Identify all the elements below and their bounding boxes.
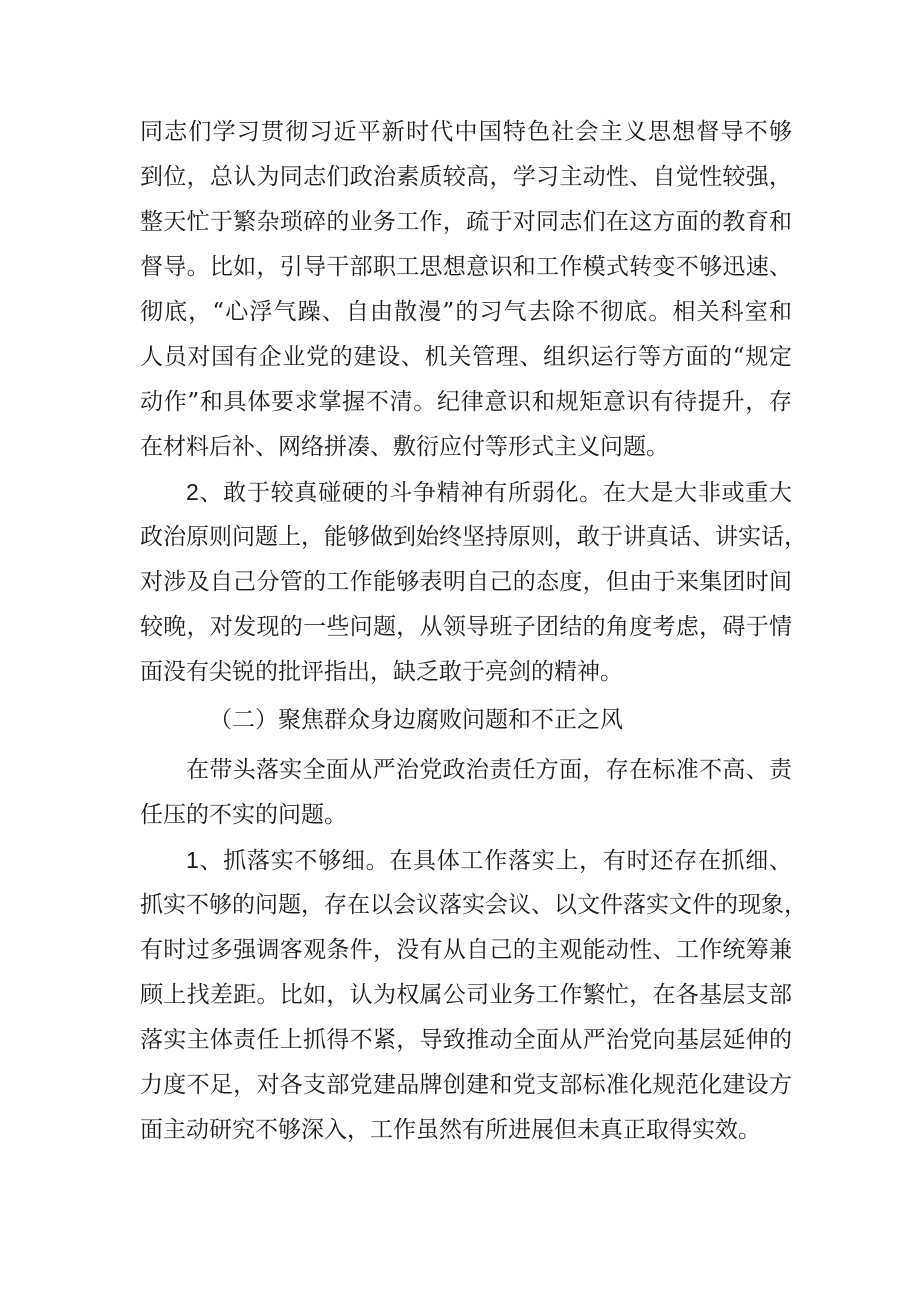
paragraph-4-first-text: 、抓落实不够细。在具体工作落实上，有时还存在抓细、 xyxy=(198,848,792,874)
paragraph-4-line-2: 抓实不够的问题，存在以会议落实会议、以文件落实文件的现象， xyxy=(140,892,807,918)
paragraph-4-line-6: 力度不足，对各支部党建品牌创建和党支部标准化规范化建设方 xyxy=(140,1072,792,1098)
paragraph-2-line-3: 对涉及自己分管的工作能够表明自己的态度，但由于来集团时间 xyxy=(140,569,792,595)
paragraph-1-line-8: 在材料后补、网络拼凑、敷衍应付等形式主义问题。 xyxy=(140,434,669,460)
paragraph-1-line-6: 人员对国有企业党的建设、机关管理、组织运行等方面的“规定 xyxy=(140,344,792,370)
paragraph-2-line-2: 政治原则问题上，能够做到始终坚持原则，敢于讲真话、讲实话， xyxy=(140,524,807,550)
paragraph-4-number: 1 xyxy=(186,847,199,873)
paragraph-1-line-7: 动作”和具体要求掌握不清。纪律意识和规矩意识有待提升，存 xyxy=(140,389,792,415)
paragraph-2-line-4: 较晚，对发现的一些问题，从领导班子团结的角度考虑，碍于情 xyxy=(140,614,792,640)
paragraph-2-first-text: 、敢于较真碰硬的斗争精神有所弱化。在大是大非或重大 xyxy=(198,480,792,506)
paragraph-1-line-1: 同志们学习贯彻习近平新时代中国特色社会主义思想督导不够 xyxy=(140,119,792,145)
paragraph-4-line-1 xyxy=(186,840,792,880)
paragraph-2-line-1 xyxy=(186,472,792,512)
paragraph-4-line-4: 顾上找差距。比如，认为权属公司业务工作繁忙，在各基层支部 xyxy=(140,982,792,1008)
paragraph-1-line-2: 到位，总认为同志们政治素质较高，学习主动性、自觉性较强， xyxy=(140,164,792,190)
paragraph-1-line-5: 彻底，“心浮气躁、自由散漫”的习气去除不彻底。相关科室和 xyxy=(140,299,792,325)
paragraph-1-line-3: 整天忙于繁杂琐碎的业务工作，疏于对同志们在这方面的教育和 xyxy=(140,209,792,235)
section-heading: （二）聚焦群众身边腐败问题和不正之风 xyxy=(209,707,623,733)
paragraph-4-line-3: 有时过多强调客观条件，没有从自己的主观能动性、工作统筹兼 xyxy=(140,937,792,963)
paragraph-1-line-4: 督导。比如，引导干部职工思想意识和工作模式转变不够迅速、 xyxy=(140,254,792,280)
paragraph-2-number: 2 xyxy=(186,479,199,505)
paragraph-4-line-5: 落实主体责任上抓得不紧，导致推动全面从严治党向基层延伸的 xyxy=(140,1027,792,1053)
paragraph-4-line-7: 面主动研究不够深入，工作虽然有所进展但未真正取得实效。 xyxy=(140,1117,761,1143)
paragraph-2-line-5: 面没有尖锐的批评指出，缺乏敢于亮剑的精神。 xyxy=(140,659,623,685)
paragraph-3-line-1: 在带头落实全面从严治党政治责任方面，存在标准不高、责 xyxy=(186,757,792,783)
paragraph-3-line-2: 任压的不实的问题。 xyxy=(140,802,347,828)
